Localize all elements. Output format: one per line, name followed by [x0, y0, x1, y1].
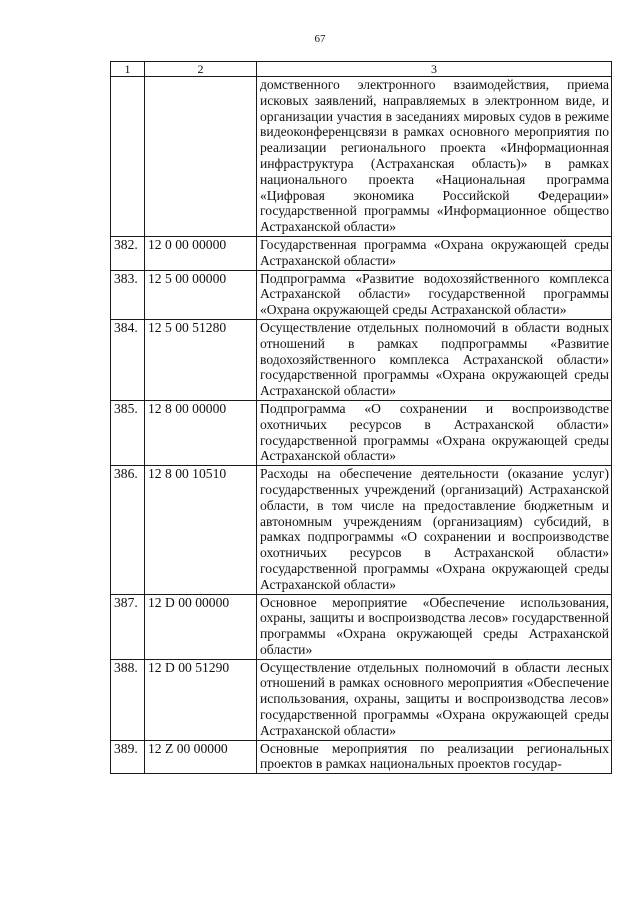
- row-number: 383.: [111, 270, 145, 319]
- budget-classification-table: [110, 61, 612, 774]
- table-row: [111, 236, 612, 270]
- table-row: [111, 400, 612, 465]
- row-number: 388.: [111, 659, 145, 740]
- target-code: 12 8 00 10510: [145, 466, 257, 594]
- table-row: [111, 319, 612, 400]
- target-code: 12 5 00 00000: [145, 270, 257, 319]
- row-number: 382.: [111, 236, 145, 270]
- table-row: [111, 466, 612, 594]
- target-code: 12 0 00 00000: [145, 236, 257, 270]
- row-description: Подпрограмма «О сохранении и воспроизводстве охотничьих ресурсов в Астраханской области» государственной программы «Охрана окружающей среды Астраханской области»: [257, 400, 612, 465]
- target-code: [145, 77, 257, 237]
- row-number: 385.: [111, 400, 145, 465]
- row-description: Основное мероприятие «Обеспечение использования, охраны, защиты и воспроизводства лесов» государственной программы «Охрана окружающей среды Астраханской области»: [257, 594, 612, 659]
- table-row: [111, 77, 612, 237]
- row-description: Государственная программа «Охрана окружающей среды Астраханской области»: [257, 236, 612, 270]
- table-row: [111, 740, 612, 774]
- row-description: Расходы на обеспечение деятельности (оказание услуг) государственных учреждений (организаций) Астраханской области, в том числе на предоставление бюджетным и автономным учреждениям (организациям) субсидий, в рамках подпрограммы «О сохранении и воспроизводстве охотничьих ресурсов в Астраханской области» государственной программы «Охрана окружающей среды Астраханской области»: [257, 466, 612, 594]
- table-header-row: [111, 62, 612, 77]
- row-number: 384.: [111, 319, 145, 400]
- column-header-description: 3: [257, 62, 612, 77]
- table-row: [111, 659, 612, 740]
- target-code: 12 D 00 00000: [145, 594, 257, 659]
- column-header-number: 1: [111, 62, 145, 77]
- page-number: 67: [314, 33, 326, 45]
- target-code: 12 5 00 51280: [145, 319, 257, 400]
- row-number: 386.: [111, 466, 145, 594]
- table-row: [111, 594, 612, 659]
- target-code: 12 8 00 00000: [145, 400, 257, 465]
- row-number: 389.: [111, 740, 145, 774]
- row-number: 387.: [111, 594, 145, 659]
- row-description: Осуществление отдельных полномочий в области лесных отношений в рамках основного мероприятия «Обеспечение использования, охраны, защиты и воспроизводства лесов» государственной программы «Охрана окружающей среды Астраханской области»: [257, 659, 612, 740]
- row-description: домственного электронного взаимодействия, приема исковых заявлений, направляемых в электронном виде, и организации участия в заседаниях мировых судов в режиме видеоконференцсвязи в рамках основного мероприятия по реализации регионального проекта «Информационная инфраструктура (Астраханская область)» в рамках национального проекта «Национальная программа «Цифровая экономика Российской Федерации» государственной программы «Информационное общество Астраханской области»: [257, 77, 612, 237]
- column-header-code: 2: [145, 62, 257, 77]
- row-description: Основные мероприятия по реализации региональных проектов в рамках национальных проектов государ-: [257, 740, 612, 774]
- row-description: Подпрограмма «Развитие водохозяйственного комплекса Астраханской области» государственной программы «Охрана окружающей среды Астраханской области»: [257, 270, 612, 319]
- table-row: [111, 270, 612, 319]
- target-code: 12 D 00 51290: [145, 659, 257, 740]
- row-number: [111, 77, 145, 237]
- row-description: Осуществление отдельных полномочий в области водных отношений в рамках подпрограммы «Развитие водохозяйственного комплекса Астраханской области» государственной программы «Охрана окружающей среды Астраханской области»: [257, 319, 612, 400]
- target-code: 12 Z 00 00000: [145, 740, 257, 774]
